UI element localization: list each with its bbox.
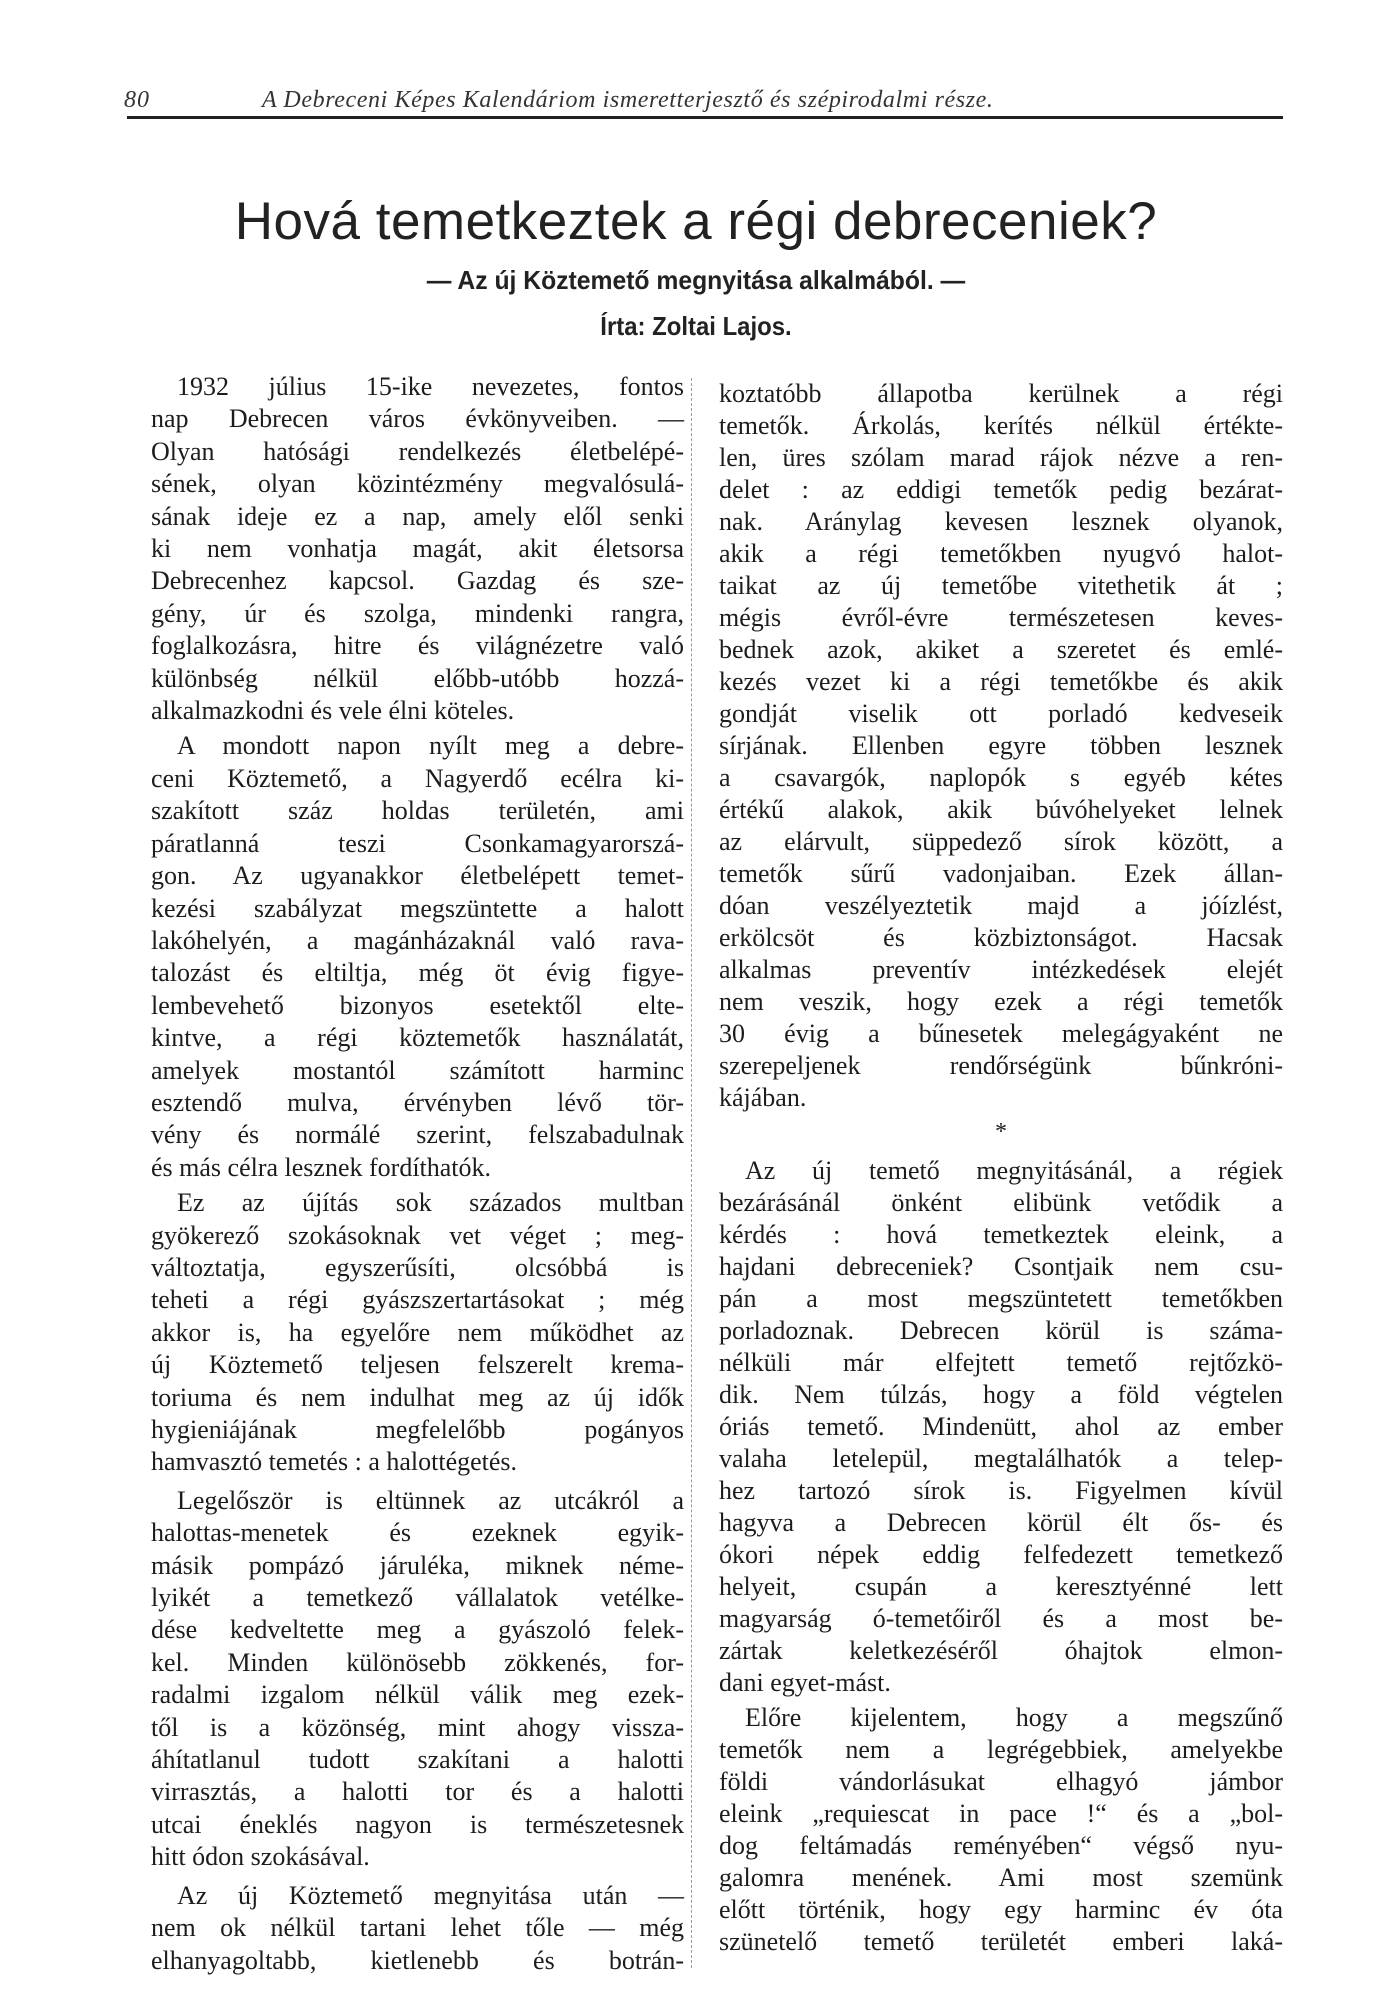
right-column-part-2	[719, 1155, 1283, 1958]
paragraph	[151, 1187, 684, 1479]
text-line: értékű alakok, akik búvóhelyeket lelnek	[719, 795, 1283, 824]
text-line: előtt történik, hogy egy harminc év óta	[719, 1895, 1283, 1924]
text-line: és más célra lesznek fordíthatók.	[151, 1152, 492, 1182]
text-line: gon. Az ugyanakkor életbelépett temet-	[151, 861, 684, 891]
paragraph	[719, 378, 1283, 1114]
right-column	[719, 378, 1283, 1961]
text-line: bednek azok, akiket a szeretet és emlé-	[719, 635, 1283, 664]
text-line: kájában.	[719, 1083, 807, 1112]
text-line: sének, olyan közintézmény megvalósulá-	[151, 469, 684, 499]
paragraph	[151, 1880, 684, 1977]
text-line: erkölcsöt és közbiztonságot. Hacsak	[719, 923, 1283, 952]
text-line: akik a régi temetőkben nyugvó halot-	[719, 539, 1283, 568]
text-line: nem ok nélkül tartani lehet tőle — még	[151, 1913, 684, 1943]
text-line: temetők nem a legrégebbiek, amelyekbe	[719, 1735, 1283, 1764]
text-line: alkalmazkodni és vele élni köteles.	[151, 696, 515, 726]
text-line: pán a most megszüntetett temetőkben	[719, 1284, 1283, 1313]
text-line: földi vándorlásukat elhagyó jámbor	[719, 1767, 1283, 1796]
section-break-asterisk: *	[995, 1119, 1007, 1145]
text-line: sírjának. Ellenben egyre többen lesznek	[719, 731, 1283, 760]
text-line: dóan veszélyeztetik majd a jóízlést,	[719, 891, 1283, 920]
text-line: Előre kijelentem, hogy a megszűnő	[745, 1703, 1283, 1732]
text-line: ceni Köztemető, a Nagyerdő ecélra ki-	[151, 763, 684, 793]
text-line: lyikét a temetkező vállalatok vetélke-	[151, 1583, 684, 1613]
text-line: delet : az eddigi temetők pedig bezárat-	[719, 475, 1283, 504]
text-line: toriuma és nem indulhat meg az új idők	[151, 1382, 684, 1412]
text-line: ókori népek eddig felfedezett temetkező	[719, 1540, 1283, 1569]
text-line: Az új Köztemető megnyitása után —	[177, 1880, 684, 1910]
text-line: magyarság ó-temetőiről és a most be-	[719, 1604, 1283, 1633]
text-line: dése kedveltette meg a gyászoló felek-	[151, 1615, 684, 1645]
text-line: elhanyagoltabb, kietlenebb és botrán-	[151, 1945, 684, 1975]
text-line: kezési szabályzat megszüntette a halott	[151, 893, 684, 923]
running-title: A Debreceni Képes Kalendáriom ismeretterjesztő és szépirodalmi része.	[262, 87, 994, 113]
text-line: Debrecenhez kapcsol. Gazdag és sze-	[151, 566, 684, 596]
paragraph	[719, 1702, 1283, 1958]
text-line: eleink „requiescat in pace !“ és a „bol-	[719, 1799, 1283, 1828]
text-line: vény és normálé szerint, felszabadulnak	[151, 1120, 684, 1150]
text-line: talozást és eltiltja, még öt évig figye-	[151, 958, 684, 988]
text-line: sának ideje ez a nap, amely elől senki	[151, 501, 684, 531]
text-line: bezárásánál önként elibünk vetődik a	[719, 1188, 1283, 1217]
text-line: 1932 július 15-ike nevezetes, fontos	[177, 372, 684, 401]
text-line: porladoznak. Debrecen körül is száma-	[719, 1316, 1283, 1345]
paragraph	[151, 1485, 684, 1874]
text-line: galomra menének. Ami most szemünk	[719, 1863, 1283, 1892]
text-line: nélküli már elfejtett temető rejtőzkö-	[719, 1348, 1283, 1377]
text-line: gyökerező szokásoknak vet véget ; meg-	[151, 1220, 684, 1250]
text-line: dog feltámadás reményében“ végső nyu-	[719, 1831, 1283, 1860]
text-line: Olyan hatósági rendelkezés életbelépé-	[151, 436, 684, 466]
text-line: taikat az új temetőbe vitethetik át ;	[719, 571, 1283, 600]
text-line: teheti a régi gyászszertartásokat ; még	[151, 1285, 684, 1315]
text-line: új Köztemető teljesen felszerelt krema-	[151, 1350, 684, 1380]
text-line: helyeit, csupán a keresztyénné lett	[719, 1572, 1283, 1601]
text-line: szerepeljenek rendőrségünk bűnkróni-	[719, 1051, 1283, 1080]
text-line: hez tartozó sírok is. Figyelmen kívül	[719, 1476, 1283, 1505]
text-line: kel. Minden különösebb zökkenés, for-	[151, 1647, 684, 1677]
text-line: Az új temető megnyitásánál, a régiek	[745, 1156, 1283, 1185]
text-line: temetők. Árkolás, kerítés nélkül értékte-	[719, 411, 1283, 440]
column-divider	[691, 378, 692, 1968]
text-line: akkor is, ha egyelőre nem működhet az	[151, 1317, 684, 1347]
text-line: nak. Aránylag kevesen lesznek olyanok,	[719, 507, 1283, 536]
text-line: nap Debrecen város évkönyveiben. —	[151, 404, 684, 434]
text-line: hygieniájának megfelelőbb pogányos	[151, 1415, 684, 1444]
text-line: az elárvult, süppedező sírok között, a	[719, 827, 1283, 856]
text-line: szünetelő temető területét emberi laká-	[719, 1927, 1283, 1956]
text-line: alkalmas preventív intézkedések elejét	[719, 955, 1283, 984]
text-line: amelyek mostantól számított harminc	[151, 1055, 684, 1085]
text-line: temetők sűrű vadonjaiban. Ezek állan-	[719, 859, 1283, 888]
text-line: lakóhelyén, a magánházaknál való rava-	[151, 925, 684, 955]
text-line: dani egyet-mást.	[719, 1668, 891, 1697]
text-line: lembevehető bizonyos esetektől elte-	[151, 990, 684, 1020]
text-line: koztatóbb állapotba kerülnek a régi	[719, 379, 1283, 408]
text-line: hitt ódon szokásával.	[151, 1842, 370, 1872]
text-line: Legelőször is eltünnek az utcákról a	[177, 1485, 684, 1515]
text-line: mégis évről-évre természetesen keves-	[719, 603, 1283, 632]
text-line: kezés vezet ki a régi temetőkbe és akik	[719, 667, 1283, 696]
text-line: óriás temető. Mindenütt, ahol az ember	[719, 1412, 1283, 1441]
text-line: valaha letelepül, megtalálhatók a telep-	[719, 1444, 1283, 1473]
text-line: a csavargók, naplopók s egyéb kétes	[719, 763, 1283, 792]
text-line: esztendő mulva, érvényben lévő tör-	[151, 1087, 684, 1117]
article-author: Írta: Zoltai Lajos.	[600, 311, 792, 341]
text-line: len, üres szólam marad rájok nézve a ren-	[719, 443, 1283, 472]
paragraph	[151, 371, 684, 727]
text-line: páratlanná teszi Csonkamagyarorszá-	[151, 828, 684, 858]
text-line: gondját viselik ott porladó kedveseik	[719, 699, 1283, 728]
article-title: Hová temetkeztek a régi debreceniek?	[234, 192, 1158, 251]
text-line: dik. Nem túlzás, hogy a föld végtelen	[719, 1380, 1283, 1409]
left-column	[151, 371, 684, 1980]
paragraph	[719, 1155, 1283, 1699]
text-line: radalmi izgalom nélkül válik meg ezek-	[151, 1680, 684, 1710]
text-line: hamvasztó temetés : a halottégetés.	[151, 1447, 518, 1477]
text-line: gény, úr és szolga, mindenki rangra,	[151, 598, 684, 628]
text-line: zártak keletkezéséről óhajtok elmon-	[719, 1636, 1283, 1665]
text-line: nem veszik, hogy ezek a régi temetők	[719, 987, 1283, 1016]
paragraph	[151, 730, 684, 1184]
text-line: foglalkozásra, hitre és világnézetre való	[151, 631, 684, 661]
text-line: halottas-menetek és ezeknek egyik-	[151, 1518, 684, 1548]
header-rule	[127, 116, 1283, 119]
article-subtitle: — Az új Köztemető megnyitása alkalmából. —	[426, 265, 966, 295]
text-line: különbség nélkül előbb-utóbb hozzá-	[151, 663, 684, 693]
right-column-part-1	[719, 378, 1283, 1114]
text-line: szakított száz holdas területén, ami	[151, 796, 684, 826]
text-line: 30 évig a bűnesetek melegágyaként ne	[719, 1019, 1283, 1048]
text-line: től is a közönség, mint ahogy vissza-	[151, 1712, 684, 1742]
text-line: virrasztás, a halotti tor és a halotti	[151, 1777, 684, 1807]
text-line: kérdés : hová temetkeztek eleink, a	[719, 1220, 1283, 1249]
text-line: másik pompázó járuléka, miknek néme-	[151, 1550, 684, 1580]
text-line: hagyva a Debrecen körül élt ős- és	[719, 1508, 1283, 1537]
text-line: változtatja, egyszerűsíti, olcsóbbá is	[151, 1252, 684, 1282]
text-line: A mondott napon nyílt meg a debre-	[177, 731, 684, 761]
text-line: kintve, a régi köztemetők használatát,	[151, 1023, 684, 1053]
text-line: utcai éneklés nagyon is természetesnek	[151, 1809, 684, 1839]
text-line: ki nem vonhatja magát, akit életsorsa	[151, 534, 684, 564]
page-number: 80	[124, 87, 150, 113]
text-line: Ez az újítás sok százados multban	[177, 1188, 684, 1218]
text-line: áhítatlanul tudott szakítani a halotti	[151, 1745, 684, 1775]
text-line: hajdani debreceniek? Csontjaik nem csu-	[719, 1252, 1283, 1281]
